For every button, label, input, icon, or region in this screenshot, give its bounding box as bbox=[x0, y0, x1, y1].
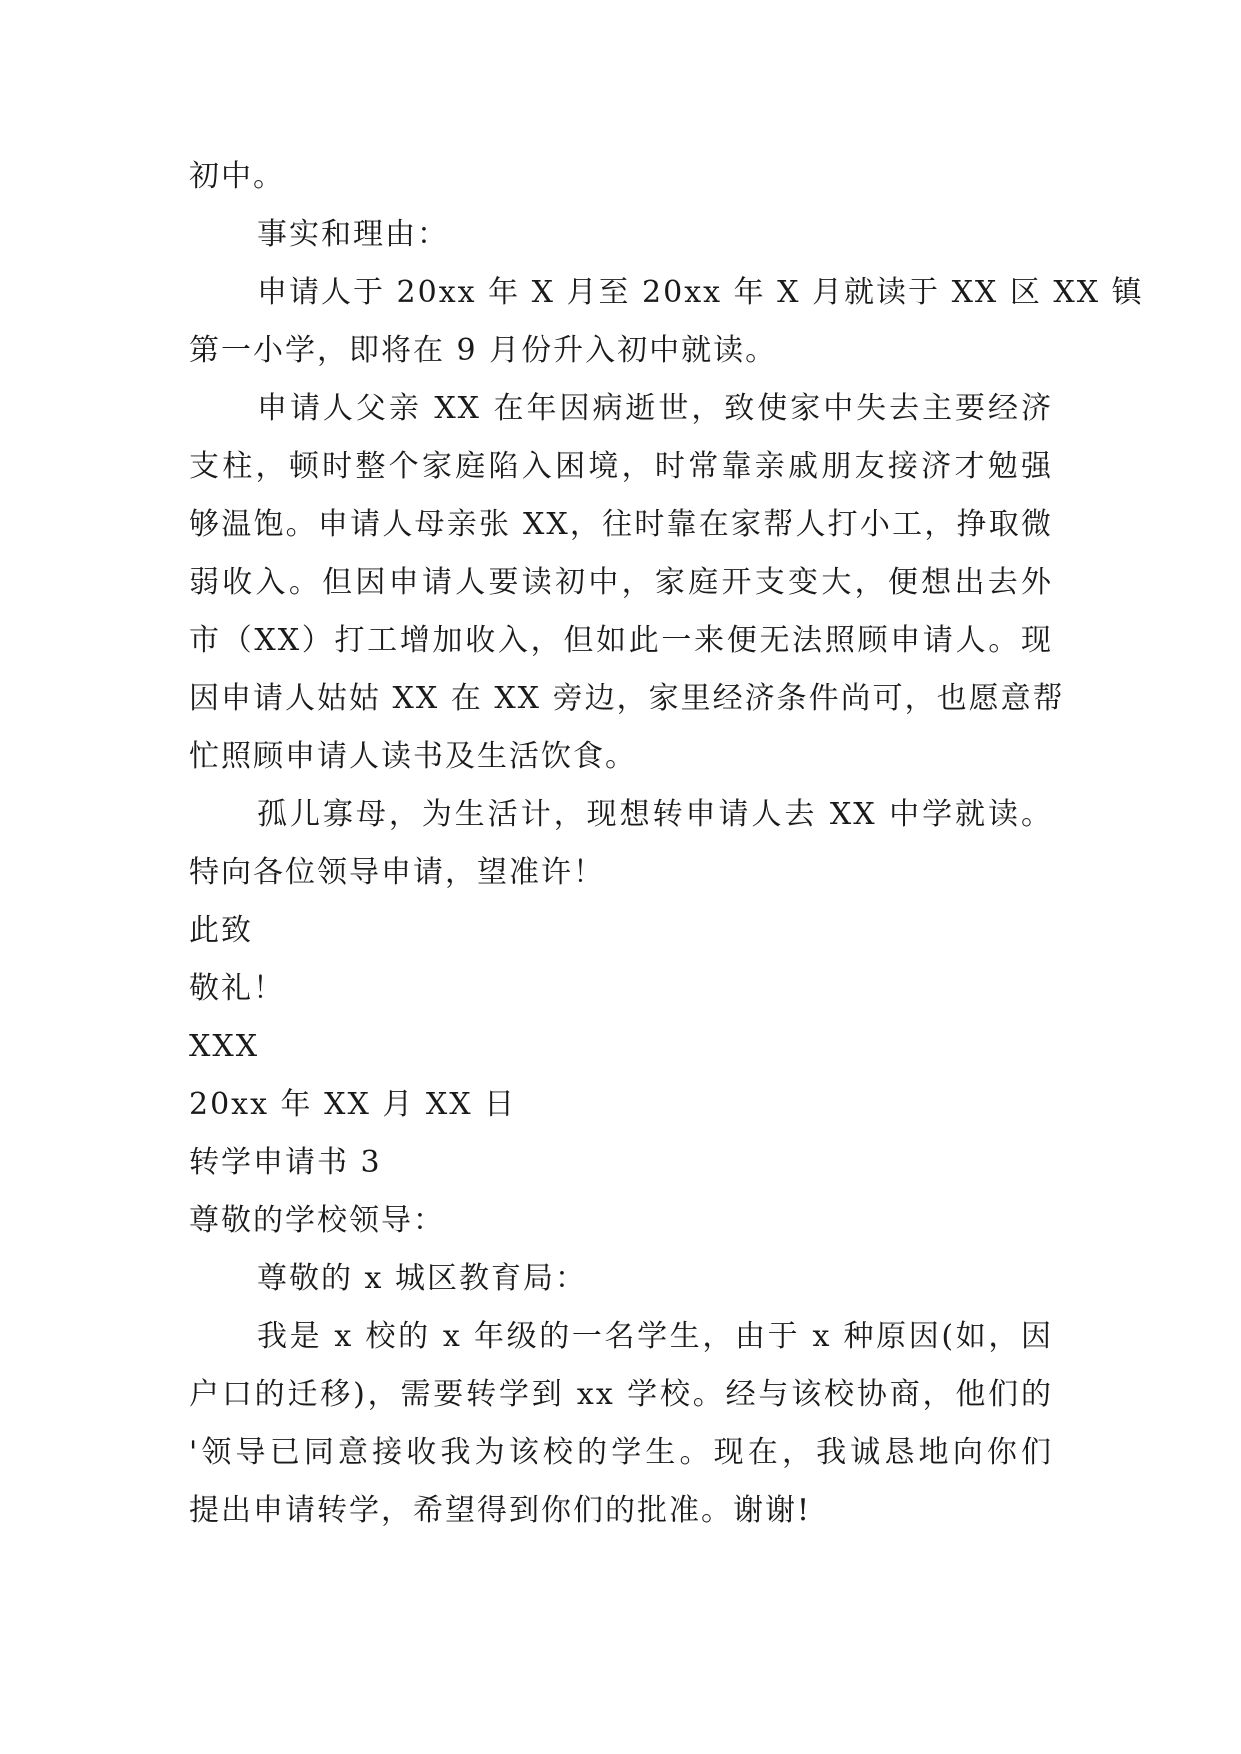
text-line: 申请人父亲 XX 在年因病逝世，致使家中失去主要经济 bbox=[257, 391, 1053, 426]
text-line: 市（XX）打工增加收入，但如此一来便无法照顾申请人。现 bbox=[189, 623, 1053, 658]
document-body bbox=[189, 148, 1144, 1540]
text-line: 支柱，顿时整个家庭陷入困境，时常靠亲戚朋友接济才勉强 bbox=[189, 449, 1053, 484]
text-line: 尊敬的 x 城区教育局： bbox=[257, 1261, 587, 1296]
text-line: 特向各位领导申请，望准许！ bbox=[189, 855, 605, 890]
text-line: 尊敬的学校领导： bbox=[189, 1203, 445, 1238]
text-line: 忙照顾申请人读书及生活饮食。 bbox=[189, 739, 637, 774]
text-line: 此致 bbox=[189, 913, 253, 948]
text-line: 事实和理由： bbox=[257, 217, 449, 252]
text-line: 我是 x 校的 x 年级的一名学生，由于 x 种原因(如，因 bbox=[257, 1319, 1053, 1354]
text-line: 孤儿寡母，为生活计，现想转申请人去 XX 中学就读。 bbox=[257, 797, 1053, 832]
text-line: 申请人于 20xx 年 X 月至 20xx 年 X 月就读于 XX 区 XX 镇 bbox=[257, 275, 1144, 310]
text-line: 第一小学，即将在 9 月份升入初中就读。 bbox=[189, 333, 778, 368]
text-line: 弱收入。但因申请人要读初中，家庭开支变大，便想出去外 bbox=[189, 565, 1053, 600]
text-line: 够温饱。申请人母亲张 XX，往时靠在家帮人打小工，挣取微 bbox=[189, 507, 1053, 542]
text-line: 初中。 bbox=[189, 159, 285, 194]
text-line: 因申请人姑姑 XX 在 XX 旁边，家里经济条件尚可，也愿意帮 bbox=[189, 681, 1065, 716]
text-line: 20xx 年 XX 月 XX 日 bbox=[189, 1087, 517, 1122]
text-line: '领导已同意接收我为该校的学生。现在，我诚恳地向你们 bbox=[189, 1435, 1053, 1470]
text-line: 敬礼！ bbox=[189, 971, 285, 1006]
text-line: XXX bbox=[189, 1029, 260, 1064]
text-line: 转学申请书 3 bbox=[189, 1145, 382, 1180]
text-line: 提出申请转学，希望得到你们的批准。谢谢! bbox=[189, 1493, 812, 1528]
text-line: 户口的迁移)，需要转学到 xx 学校。经与该校协商，他们的 bbox=[189, 1377, 1053, 1412]
